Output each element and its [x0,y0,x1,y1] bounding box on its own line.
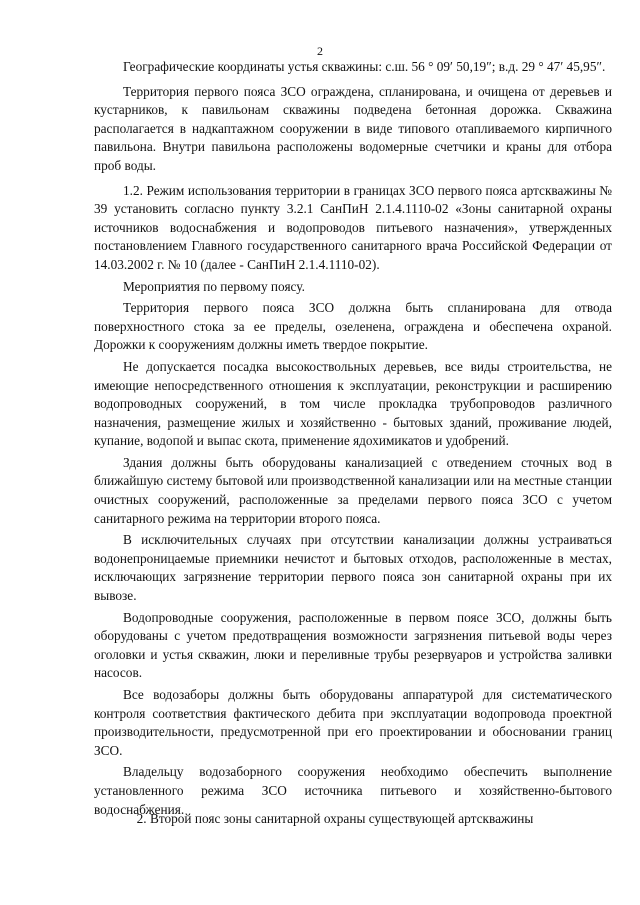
section-heading: 2. Второй пояс зоны санитарной охраны существующей артскважины [136,811,534,826]
document-body [94,58,612,819]
paragraph-territory-fence: Территория первого пояса ЗСО ограждена, спланирована, и очищена от деревьев и кустарников, к павильонам скважины подведена бетонная дорожка. Скважина располагается в надкаптажном сооружении в виде типового отапливаемого кирпичного павильона. Внутри павильона расположены водомерные счетчики и краны для отбора проб воды. [94,83,612,173]
paragraph-planning: Территория первого пояса ЗСО должна быть спланирована для отвода поверхностного стока за ее пределы, озеленена, ограждена и обеспечена охраной. Дорожки к сооружениям должны иметь твердое покрытие. [94,300,612,353]
paragraph-owner-duty: Владельцу водозаборного сооружения необходимо обеспечить выполнение установленного режима ЗСО источника питьевого и хозяйственно-бытового водоснабжения. [94,764,612,817]
paragraph-sewerage: Здания должны быть оборудованы канализацией с отведением сточных вод в ближайшую систему бытовой или производственной канализации или на местные станции очистных сооружений, расположенные за пределами первого пояса ЗСО с учетом санитарного режима на территории второго пояса. [94,454,612,526]
paragraph-measures-heading: Мероприятия по первому поясу. [123,278,305,294]
paragraph-water-structures: Водопроводные сооружения, расположенные в первом поясе ЗСО, должны быть оборудованы с учетом предотвращения возможности загрязнения питьевой воды через оголовки и устья скважин, люки и переливные трубы резервуаров и устройства заливки насосов. [94,609,612,681]
page-number: 2 [317,44,323,58]
paragraph-regime-1-2: 1.2. Режим использования территории в границах ЗСО первого пояса артскважины № 39 установить согласно пункту 3.2.1 СанПиН 2.1.4.1110-02 «Зоны санитарной охраны источников водоснабжения и водопроводов питьевого назначения», утвержденных постановлением Главного государственного санитарного врача Российской Федерации от 14.03.2002 г. № 10 (далее - СанПиН 2.1.4.1110-02). [94,182,612,272]
paragraph-coordinates: Географические координаты устья скважины: с.ш. 56 ° 09′ 50,19″; в.д. 29 ° 47′ 45,95″. [123,59,606,74]
paragraph-monitoring: Все водозаборы должны быть оборудованы аппаратурой для систематического контроля соответствия фактического дебита при эксплуатации водопровода проектной производительности, предусмотренной при его проектировании и обосновании границ ЗСО. [94,687,612,758]
paragraph-prohibitions: Не допускается посадка высокоствольных деревьев, все виды строительства, не имеющие непосредственного отношения к эксплуатации, реконструкции и расширению водопроводных сооружений, в том числе прокладка трубопроводов различного назначения, размещение жилых и хозяйственно - бытовых зданий, проживание людей, купание, водопой и выпас скота, применение ядохимикатов и удобрений. [94,358,612,449]
paragraph-waste-receivers: В исключительных случаях при отсутствии канализации должны устраиваться водонепроницаемые приемники нечистот и бытовых отходов, расположенные в местах, исключающих загрязнение территории первого пояса зон санитарной охраны при их вывозе. [94,532,612,604]
